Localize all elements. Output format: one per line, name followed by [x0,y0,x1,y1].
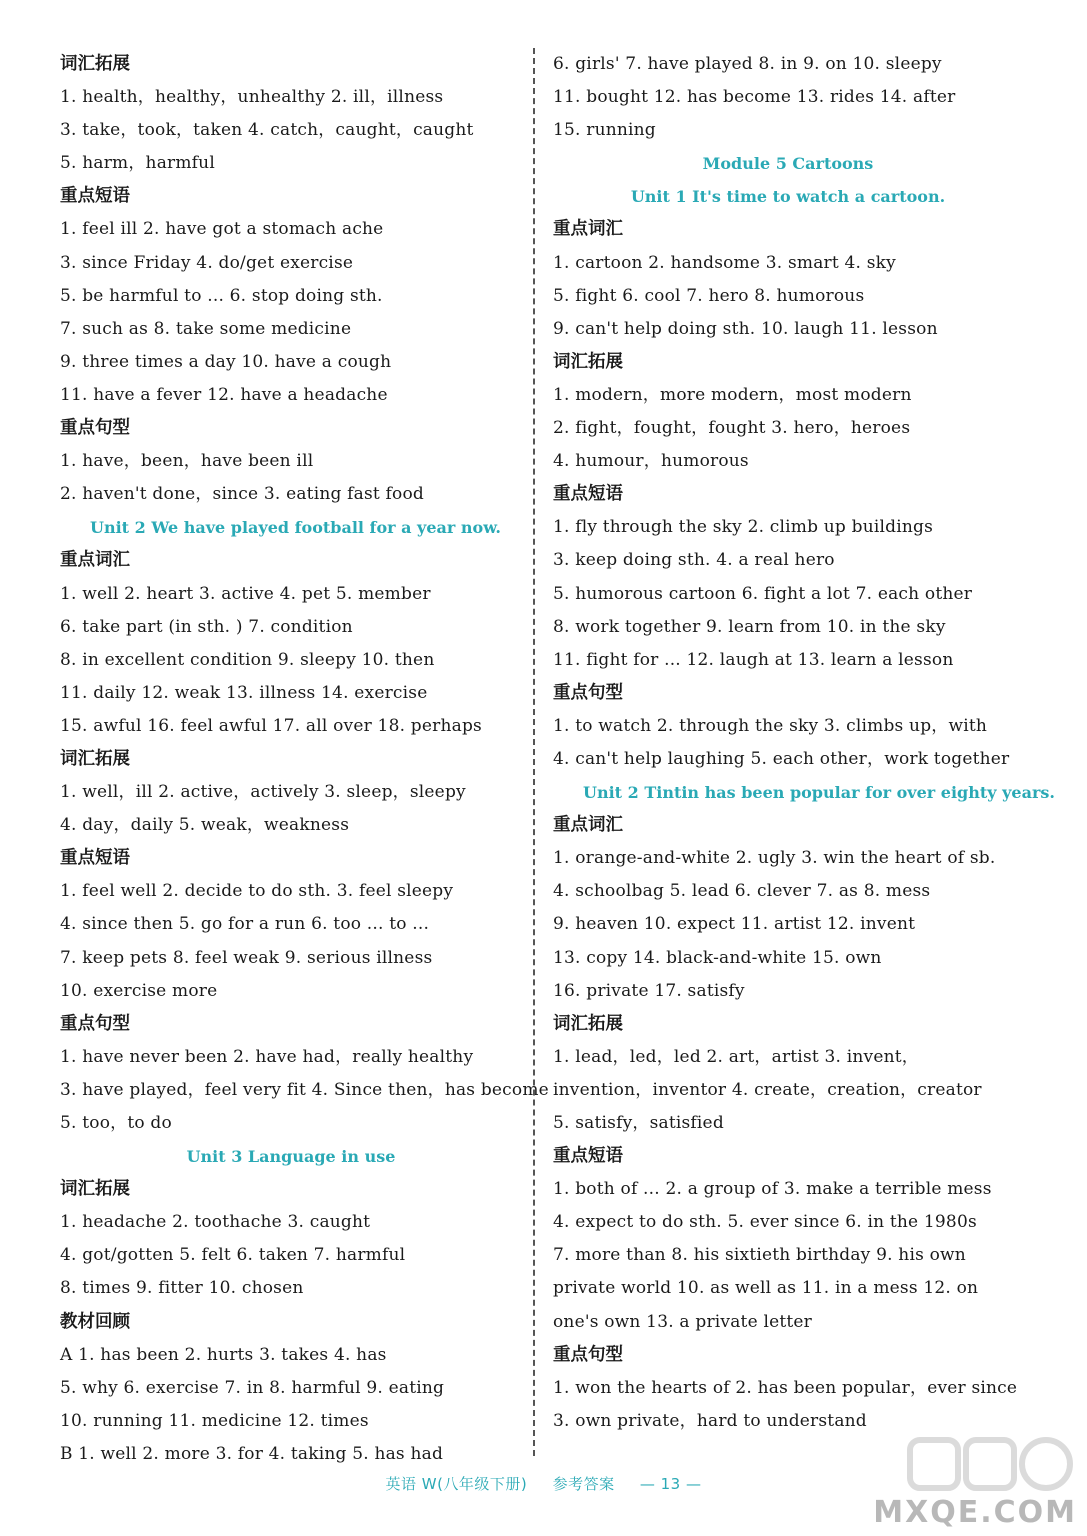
column-divider [533,48,535,1456]
section-heading: 词汇拓展 [553,351,623,372]
answer-line: 8. times 9. fitter 10. chosen [60,1278,304,1299]
answer-line: 1. cartoon 2. handsome 3. smart 4. sky [553,252,896,273]
answer-line: 1. well 2. heart 3. active 4. pet 5. member [60,583,431,604]
answer-line: 5. why 6. exercise 7. in 8. harmful 9. eating [60,1377,445,1398]
answer-line: 1. both of ... 2. a group of 3. make a terrible mess [553,1179,992,1200]
section-heading: 词汇拓展 [60,1179,130,1200]
answer-line: 16. private 17. satisfy [553,980,745,1001]
answer-line: 4. humour，humorous [553,451,749,472]
answer-line: 1. fly through the sky 2. climb up buildings [553,517,934,538]
answer-line: 15. awful 16. feel awful 17. all over 18. perhaps [60,715,482,736]
answer-line: 7. keep pets 8. feel weak 9. serious illness [60,947,433,968]
answer-line: 1. feel well 2. decide to do sth. 3. feel sleepy [60,881,454,902]
answer-line: 1. have never been 2. have had，really healthy [60,1046,474,1067]
section-heading: 重点词汇 [60,550,130,571]
section-heading: 词汇拓展 [60,54,130,74]
section-heading: 重点短语 [553,484,623,505]
answer-line: 3. own private，hard to understand [553,1410,867,1431]
section-heading: 词汇拓展 [60,748,130,769]
unit-title: Unit 2 We have played football for a year now. [90,518,501,538]
answer-line: 7. more than 8. his sixtieth birthday 9. his own [553,1245,966,1266]
answer-line: 4. got/gotten 5. felt 6. taken 7. harmful [60,1245,406,1266]
answer-line: 1. modern，more modern，most modern [553,384,912,405]
footer-book: 英语 W(八年级下册) [385,1475,528,1493]
section-heading: 重点短语 [553,1146,623,1167]
answer-line: 8. in excellent condition 9. sleepy 10. then [60,649,435,670]
unit-title: Unit 3 Language in use [186,1147,396,1167]
answer-line: A 1. has been 2. hurts 3. takes 4. has [60,1344,387,1365]
answer-line: 6. girls' 7. have played 8. in 9. on 10. sleepy [553,54,942,74]
answer-line: invention，inventor 4. create，creation，creator [553,1079,982,1100]
answer-line: 1. won the hearts of 2. has been popular，ever since [553,1377,1018,1398]
answer-line: 11. bought 12. has become 13. rides 14. after [553,87,956,108]
answer-line: 15. running [553,120,656,141]
answer-line: 3. keep doing sth. 4. a real hero [553,550,835,571]
section-heading: 教材回顾 [60,1311,130,1332]
answer-line: 4. expect to do sth. 5. ever since 6. in the 1980s [553,1212,977,1233]
answer-line: 5. humorous cartoon 6. fight a lot 7. each other [553,583,973,604]
answer-line: 11. have a fever 12. have a headache [60,384,388,405]
left-column [60,48,549,1471]
unit-title: Module 5 Cartoons [702,154,874,174]
answer-line: 11. fight for ... 12. laugh at 13. learn a lesson [553,649,954,670]
answer-line: 4. since then 5. go for a run 6. too ... to ... [60,914,430,935]
answer-line: 9. three times a day 10. have a cough [60,351,392,372]
answer-line: 1. well，ill 2. active，actively 3. sleep，sleepy [60,782,466,803]
page-number: — 13 — [639,1475,702,1493]
unit-title: Unit 1 It's time to watch a cartoon. [630,187,946,207]
answer-line: 3. have played，feel very fit 4. Since then，has become [60,1079,549,1100]
answer-line: 1. lead，led，led 2. art，artist 3. invent， [553,1046,919,1067]
answer-line: 3. take，took，taken 4. catch，caught，caught [60,120,474,141]
answer-line: 5. harm，harmful [60,153,215,174]
section-heading: 词汇拓展 [553,1013,623,1034]
answer-line: 1. headache 2. toothache 3. caught [60,1212,371,1233]
section-heading: 重点句型 [553,682,623,703]
watermark-text: MXQE.COM [873,1495,1077,1530]
section-heading: 重点词汇 [553,219,623,240]
answer-line: 4. day，daily 5. weak，weakness [60,815,350,836]
answer-line: 2. haven't done，since 3. eating fast food [60,484,425,505]
answer-line: 7. such as 8. take some medicine [60,318,352,339]
answer-line: 1. feel ill 2. have got a stomach ache [60,219,384,240]
section-heading: 重点短语 [60,186,130,207]
section-heading: 重点句型 [60,418,130,439]
answer-line: 1. have，been，have been ill [60,451,314,472]
answer-line: 5. be harmful to ... 6. stop doing sth. [60,285,383,306]
answer-line: B 1. well 2. more 3. for 4. taking 5. has had [60,1443,444,1464]
answer-line: 8. work together 9. learn from 10. in the sky [553,616,946,637]
section-heading: 重点句型 [60,1013,130,1034]
answer-line: 9. can't help doing sth. 10. laugh 11. lesson [553,318,938,339]
unit-title: Unit 2 Tintin has been popular for over eighty years. [583,783,1055,803]
answer-line: private world 10. as well as 11. in a mess 12. on [553,1278,979,1299]
answer-line: 1. orange-and-white 2. ugly 3. win the heart of sb. [553,848,996,869]
answer-line: 1. to watch 2. through the sky 3. climbs up，with [553,715,988,736]
answer-line: 10. running 11. medicine 12. times [60,1410,369,1431]
right-column [553,48,1055,1438]
answer-line: 11. daily 12. weak 13. illness 14. exercise [60,682,428,703]
section-heading: 重点句型 [553,1344,623,1365]
answer-line: 6. take part (in sth. ) 7. condition [60,616,353,637]
answer-line: 2. fight，fought，fought 3. hero，heroes [553,418,911,439]
answer-line: 10. exercise more [60,980,218,1001]
answer-line: 13. copy 14. black-and-white 15. own [553,947,882,968]
answer-line: one's own 13. a private letter [553,1311,812,1332]
answer-line: 5. fight 6. cool 7. hero 8. humorous [553,285,865,306]
section-heading: 重点词汇 [553,815,623,836]
answer-line: 5. too，to do [60,1113,172,1133]
answer-line: 4. can't help laughing 5. each other，work together [553,748,1010,769]
section-heading: 重点短语 [60,848,130,869]
footer-section: 参考答案 [552,1475,615,1493]
answer-line: 4. schoolbag 5. lead 6. clever 7. as 8. mess [553,881,931,902]
answer-line: 5. satisfy，satisfied [553,1113,724,1133]
answer-line: 1. health，healthy，unhealthy 2. ill，illness [60,87,444,108]
answer-line: 9. heaven 10. expect 11. artist 12. invent [553,914,916,935]
answer-line: 3. since Friday 4. do/get exercise [60,252,354,273]
